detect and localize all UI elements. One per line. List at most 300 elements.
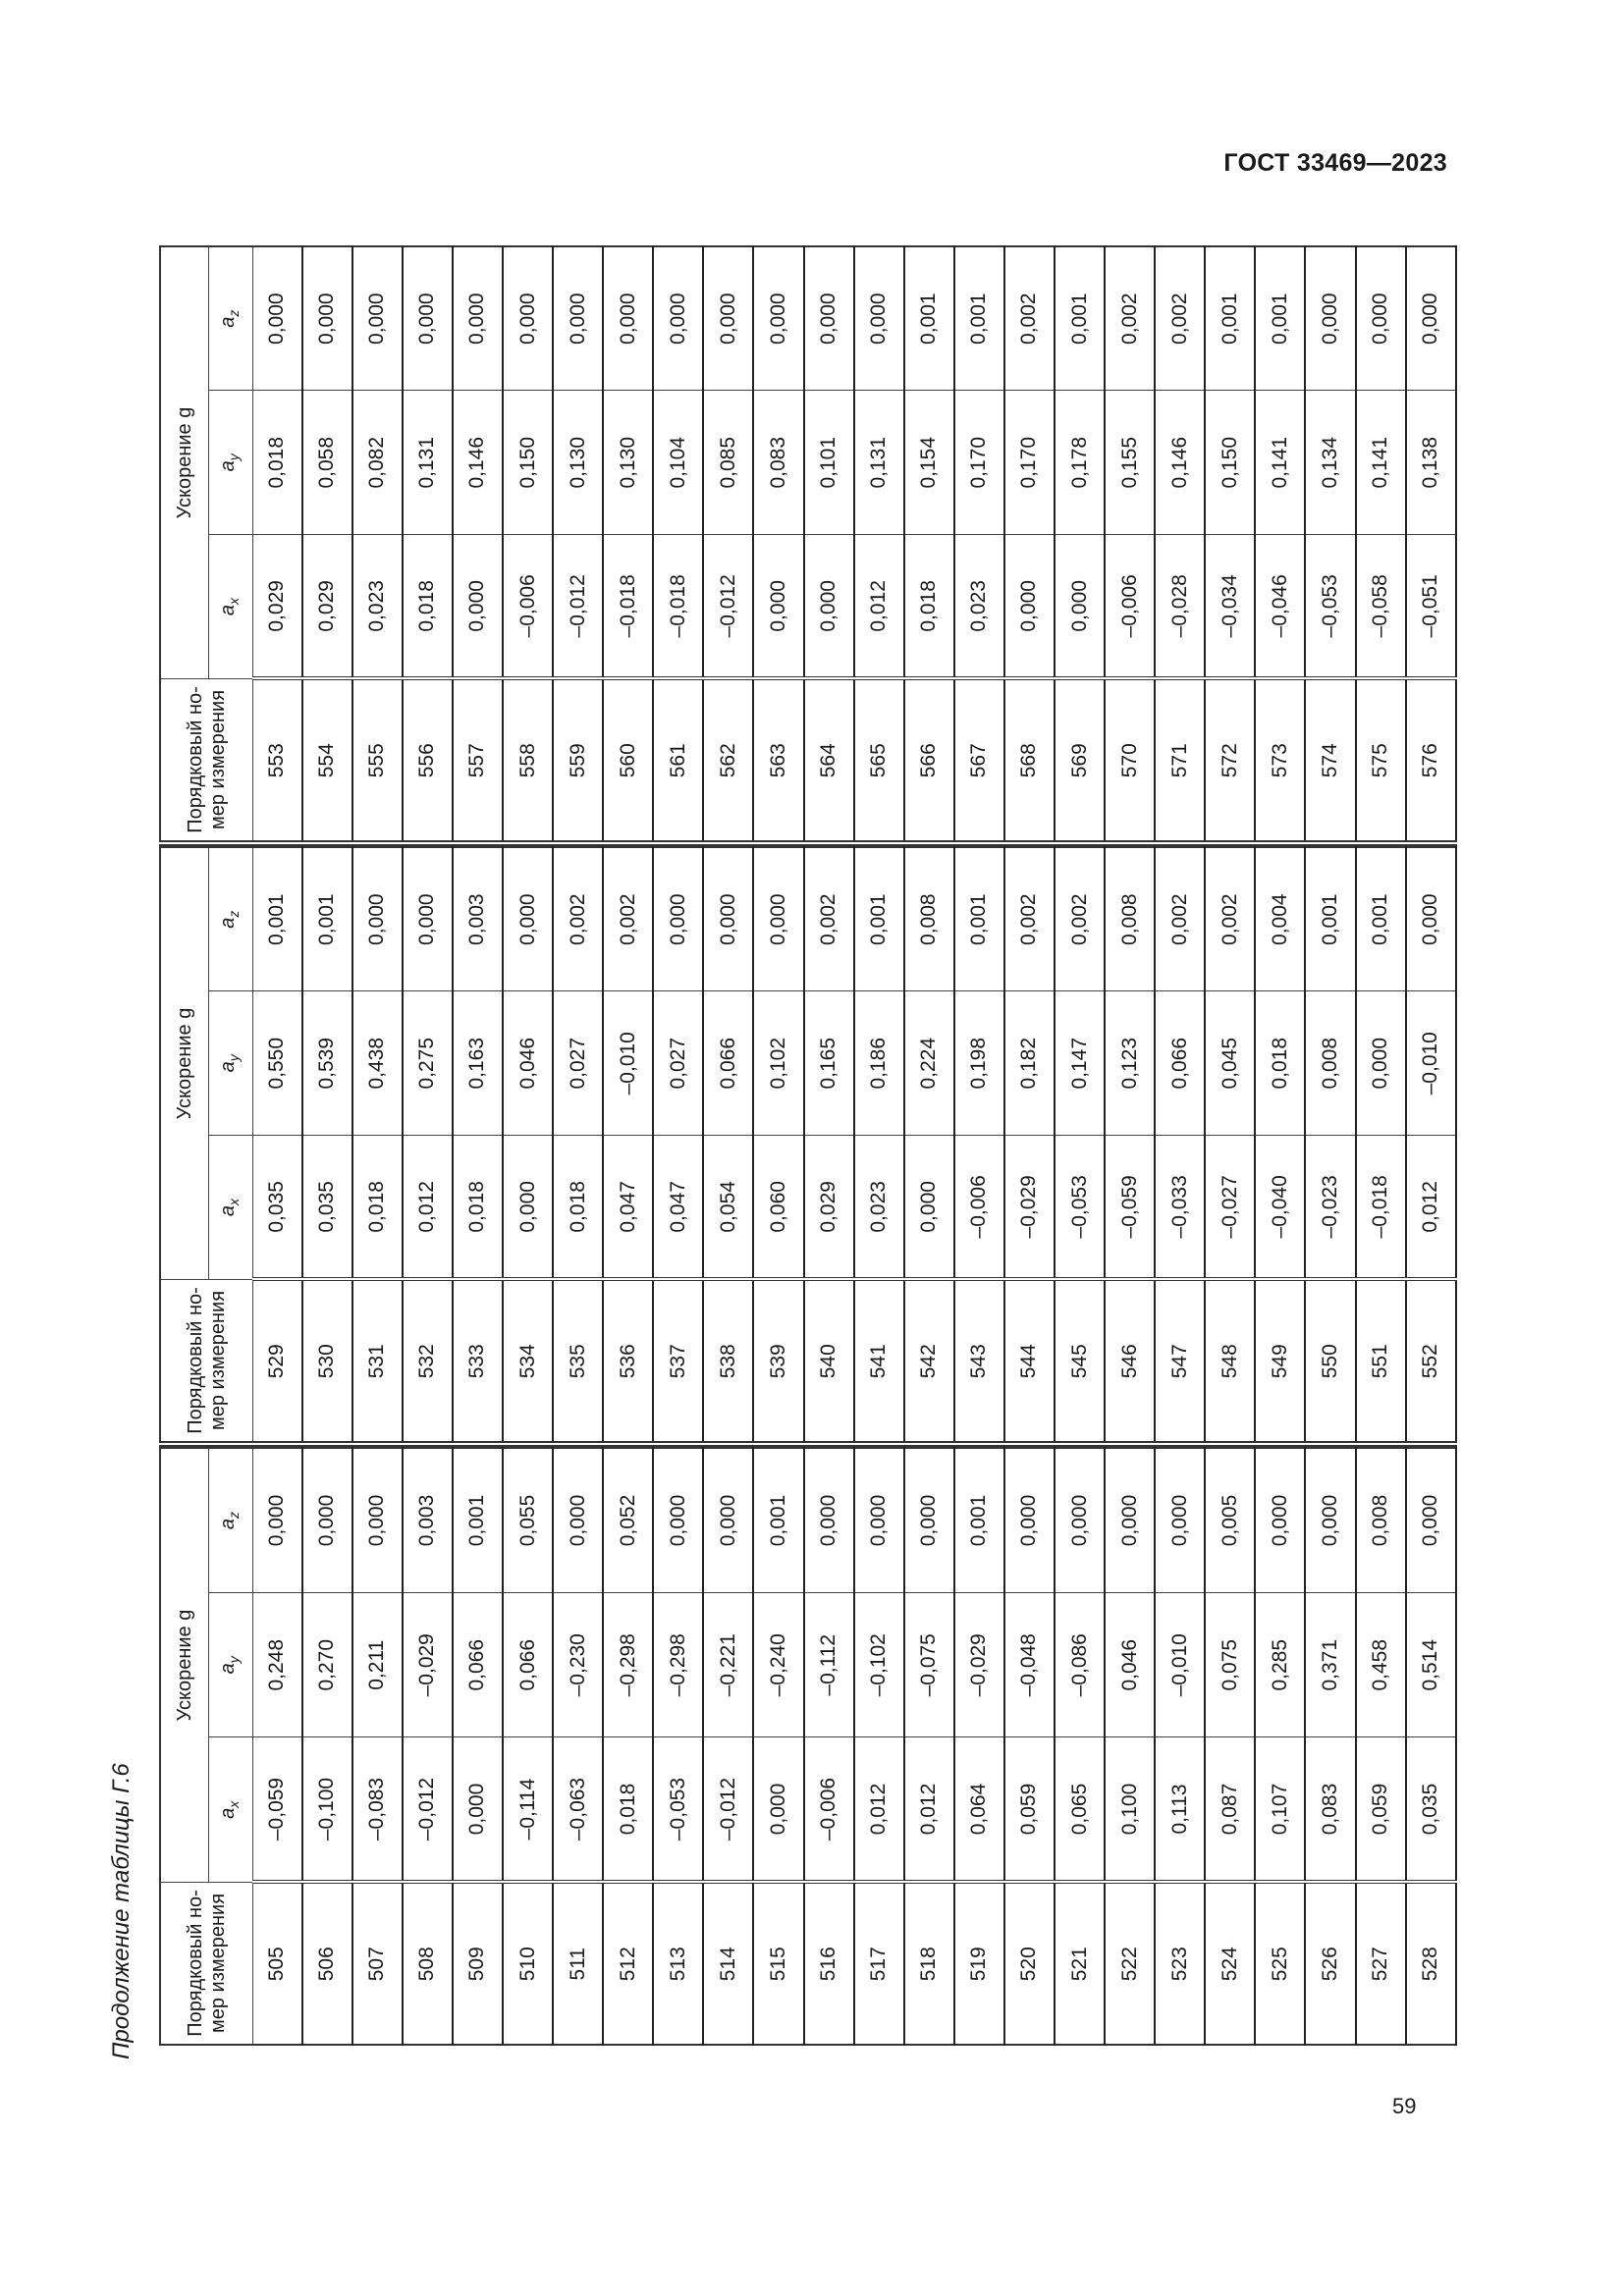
data-table-group (159, 241, 1457, 2046)
az-value-cell: 0,055 (503, 1448, 553, 1593)
ax-value-cell: –0,006 (954, 1136, 1004, 1280)
measurement-number-cell: 555 (352, 679, 403, 844)
az-value-cell: 0,002 (1105, 246, 1155, 391)
measurement-number-cell: 526 (1305, 1883, 1355, 2046)
ay-value-cell: 0,458 (1356, 1593, 1406, 1738)
ay-value-cell: 0,248 (253, 1593, 302, 1738)
document-standard-header: ГОСТ 33469—2023 (1223, 149, 1447, 177)
table-row (854, 246, 904, 843)
az-value-cell: 0,002 (1004, 847, 1055, 991)
ax-value-cell: 0,012 (1406, 1136, 1456, 1280)
ax-value-cell: 0,000 (503, 1136, 553, 1280)
ax-value-cell: 0,047 (653, 1136, 703, 1280)
measurement-number-cell: 553 (253, 679, 302, 844)
ax-value-cell: 0,000 (904, 1136, 954, 1280)
ax-header (209, 1737, 253, 1883)
table-row (1055, 1448, 1105, 2045)
ax-value-cell: –0,012 (403, 1737, 453, 1883)
table-row (253, 847, 302, 1444)
measurement-number-cell: 530 (302, 1280, 352, 1445)
ax-subscript: x (225, 598, 242, 606)
ax-value-cell: –0,028 (1155, 535, 1205, 679)
az-header (209, 1448, 253, 1593)
ay-value-cell: –0,086 (1055, 1593, 1105, 1738)
measurement-number-cell: 550 (1305, 1280, 1355, 1445)
table-row (1205, 246, 1255, 843)
table-row (1205, 1448, 1255, 2045)
az-value-cell: 0,001 (1255, 246, 1305, 391)
ay-value-cell: 0,146 (1155, 391, 1205, 535)
measurement-number-cell: 572 (1205, 679, 1255, 844)
table-row (453, 1448, 503, 2045)
az-value-cell: 0,001 (904, 246, 954, 391)
acceleration-header: Ускорение g (160, 1448, 209, 1883)
az-value-cell: 0,002 (1205, 847, 1255, 991)
az-value-cell: 0,000 (1105, 1448, 1155, 1593)
ay-value-cell: 0,027 (553, 991, 603, 1136)
measurement-number-cell: 571 (1155, 679, 1205, 844)
ax-value-cell: 0,000 (753, 1737, 803, 1883)
measurement-number-cell: 543 (954, 1280, 1004, 1445)
measurement-number-cell: 563 (753, 679, 803, 844)
measurement-number-cell: 558 (503, 679, 553, 844)
table-row (1155, 1448, 1205, 2045)
az-value-cell: 0,002 (603, 847, 653, 991)
ay-subscript: y (225, 454, 242, 461)
page-number: 59 (1392, 2094, 1417, 2118)
ax-value-cell: –0,027 (1205, 1136, 1255, 1280)
table-row (302, 246, 352, 843)
az-value-cell: 0,000 (703, 847, 753, 991)
az-value-cell: 0,002 (1155, 246, 1205, 391)
table-row (1055, 246, 1105, 843)
table-row (1155, 246, 1205, 843)
measurement-number-cell: 554 (302, 679, 352, 844)
ax-value-cell: 0,029 (253, 535, 302, 679)
table-row (1155, 847, 1205, 1444)
az-value-cell: 0,000 (253, 246, 302, 391)
measurement-number-cell: 576 (1406, 679, 1456, 844)
ay-value-cell: 0,150 (1205, 391, 1255, 535)
table-row (352, 246, 403, 843)
ay-value-cell: –0,102 (854, 1593, 904, 1738)
table-row (804, 246, 854, 843)
ax-value-cell: 0,018 (352, 1136, 403, 1280)
ax-value-cell: –0,059 (1105, 1136, 1155, 1280)
table-row (1004, 1448, 1055, 2045)
table-row (854, 1448, 904, 2045)
measurement-number-cell: 559 (553, 679, 603, 844)
measurement-number-cell: 561 (653, 679, 703, 844)
ay-value-cell: 0,170 (1004, 391, 1055, 535)
measurement-number-cell: 511 (553, 1883, 603, 2046)
table-row (1356, 1448, 1406, 2045)
table-row (904, 847, 954, 1444)
measurement-number-cell: 506 (302, 1883, 352, 2046)
az-value-cell: 0,001 (1305, 847, 1355, 991)
az-value-cell: 0,003 (453, 847, 503, 991)
az-value-cell: 0,000 (703, 246, 753, 391)
ay-value-cell: 0,045 (1205, 991, 1255, 1136)
ax-value-cell: 0,054 (703, 1136, 753, 1280)
az-value-cell: 0,008 (1105, 847, 1155, 991)
measurement-number-cell: 562 (703, 679, 753, 844)
ay-value-cell: 0,550 (253, 991, 302, 1136)
table-row (1004, 847, 1055, 1444)
az-value-cell: 0,002 (1004, 246, 1055, 391)
ay-value-cell: 0,102 (753, 991, 803, 1136)
az-value-cell: 0,004 (1255, 847, 1305, 991)
measurement-number-cell: 565 (854, 679, 904, 844)
measurement-number-cell: 569 (1055, 679, 1105, 844)
table-row (904, 1448, 954, 2045)
table-row (954, 246, 1004, 843)
az-value-cell: 0,000 (1356, 246, 1406, 391)
table-row (954, 1448, 1004, 2045)
measurement-number-cell: 542 (904, 1280, 954, 1445)
table-row (1356, 847, 1406, 1444)
table-row (1105, 1448, 1155, 2045)
ax-value-cell: 0,107 (1255, 1737, 1305, 1883)
table-row (1305, 847, 1355, 1444)
az-value-cell: 0,000 (603, 246, 653, 391)
measurement-number-cell: 570 (1105, 679, 1155, 844)
ay-value-cell: 0,066 (1155, 991, 1205, 1136)
ay-value-cell: 0,138 (1406, 391, 1456, 535)
ay-value-cell: 0,224 (904, 991, 954, 1136)
ay-value-cell: 0,104 (653, 391, 703, 535)
measurement-number-header: Порядковый но- мер измерения (160, 679, 253, 844)
measurement-number-cell: 510 (503, 1883, 553, 2046)
ay-value-cell: 0,178 (1055, 391, 1105, 535)
axis-letter: a (216, 1807, 239, 1819)
ay-value-cell: 0,285 (1255, 1593, 1305, 1738)
table-row (1356, 246, 1406, 843)
ay-value-cell: –0,029 (954, 1593, 1004, 1738)
ax-subscript: x (225, 1800, 242, 1808)
measurement-number-cell: 521 (1055, 1883, 1105, 2046)
measurement-number-cell: 520 (1004, 1883, 1055, 2046)
az-value-cell: 0,000 (804, 1448, 854, 1593)
ay-value-cell: –0,112 (804, 1593, 854, 1738)
ax-value-cell: 0,100 (1105, 1737, 1155, 1883)
measurement-number-header: Порядковый но- мер измерения (160, 1883, 253, 2046)
az-value-cell: 0,002 (1155, 847, 1205, 991)
ay-value-cell: 0,141 (1255, 391, 1305, 535)
az-value-cell: 0,000 (753, 246, 803, 391)
ay-value-cell: –0,075 (904, 1593, 954, 1738)
az-value-cell: 0,000 (1055, 1448, 1105, 1593)
az-value-cell: 0,000 (1406, 847, 1456, 991)
measurement-number-cell: 519 (954, 1883, 1004, 2046)
measurement-number-cell: 552 (1406, 1280, 1456, 1445)
ay-value-cell: 0,046 (1105, 1593, 1155, 1738)
table-row (603, 246, 653, 843)
ay-value-cell: –0,029 (403, 1593, 453, 1738)
measurement-number-cell: 507 (352, 1883, 403, 2046)
table-row (904, 246, 954, 843)
ax-value-cell: –0,006 (1105, 535, 1155, 679)
ay-value-cell: 0,154 (904, 391, 954, 535)
ax-value-cell: 0,012 (854, 535, 904, 679)
table-row (453, 246, 503, 843)
table-row (253, 1448, 302, 2045)
table-row (1004, 246, 1055, 843)
az-value-cell: 0,001 (954, 1448, 1004, 1593)
table-row (1305, 1448, 1355, 2045)
az-value-cell: 0,000 (352, 1448, 403, 1593)
measurement-number-cell: 574 (1305, 679, 1355, 844)
ay-header (209, 991, 253, 1136)
measurement-number-cell: 532 (403, 1280, 453, 1445)
ax-value-cell: 0,000 (453, 535, 503, 679)
ax-value-cell: 0,047 (603, 1136, 653, 1280)
table-row (553, 1448, 603, 2045)
measurement-number-cell: 531 (352, 1280, 403, 1445)
measurement-number-cell: 556 (403, 679, 453, 844)
az-value-cell: 0,003 (403, 1448, 453, 1593)
measurement-number-cell: 529 (253, 1280, 302, 1445)
rotated-content (108, 240, 1457, 2059)
measurement-number-cell: 549 (1255, 1280, 1305, 1445)
az-value-cell: 0,000 (403, 246, 453, 391)
az-value-cell: 0,001 (253, 847, 302, 991)
measurement-number-cell: 527 (1356, 1883, 1406, 2046)
ay-value-cell: 0,018 (1255, 991, 1305, 1136)
ay-value-cell: 0,027 (653, 991, 703, 1136)
measurement-number-cell: 523 (1155, 1883, 1205, 2046)
ax-value-cell: –0,051 (1406, 535, 1456, 679)
axis-letter: a (216, 460, 239, 472)
table-row (1255, 246, 1305, 843)
ax-value-cell: –0,058 (1356, 535, 1406, 679)
az-value-cell: 0,001 (954, 246, 1004, 391)
az-value-cell: 0,000 (553, 246, 603, 391)
axis-letter: a (216, 1205, 239, 1217)
ax-value-cell: 0,087 (1205, 1737, 1255, 1883)
measurement-number-cell: 567 (954, 679, 1004, 844)
ay-value-cell: 0,165 (804, 991, 854, 1136)
ax-value-cell: 0,018 (403, 535, 453, 679)
ay-value-cell: 0,275 (403, 991, 453, 1136)
ay-value-cell: 0,141 (1356, 391, 1406, 535)
measurement-number-cell: 566 (904, 679, 954, 844)
axis-letter: a (216, 1061, 239, 1073)
table-row (804, 1448, 854, 2045)
az-value-cell: 0,005 (1205, 1448, 1255, 1593)
ax-value-cell: 0,023 (954, 535, 1004, 679)
table-caption: Продолжение таблицы Г.6 (108, 1763, 135, 2059)
ay-value-cell: 0,182 (1004, 991, 1055, 1136)
ay-value-cell: 0,008 (1305, 991, 1355, 1136)
acceleration-header: Ускорение g (160, 246, 209, 679)
table-row (503, 1448, 553, 2045)
table-row (954, 847, 1004, 1444)
table-row (403, 1448, 453, 2045)
ay-value-cell: –0,298 (653, 1593, 703, 1738)
measurement-number-cell: 515 (753, 1883, 803, 2046)
axis-letter: a (216, 917, 239, 929)
az-value-cell: 0,000 (1406, 246, 1456, 391)
az-value-cell: 0,002 (1055, 847, 1105, 991)
measurement-table-block (159, 245, 1457, 846)
ay-value-cell: 0,130 (553, 391, 603, 535)
table-row (1055, 847, 1105, 1444)
ax-value-cell: 0,023 (854, 1136, 904, 1280)
ay-value-cell: –0,298 (603, 1593, 653, 1738)
table-row (603, 847, 653, 1444)
ax-value-cell: –0,034 (1205, 535, 1255, 679)
ax-value-cell: 0,018 (603, 1737, 653, 1883)
table-row (352, 1448, 403, 2045)
az-value-cell: 0,002 (553, 847, 603, 991)
measurement-number-cell: 505 (253, 1883, 302, 2046)
ax-value-cell: 0,029 (302, 535, 352, 679)
ax-value-cell: –0,018 (603, 535, 653, 679)
az-value-cell: 0,000 (653, 847, 703, 991)
measurement-table-block (159, 1447, 1457, 2046)
table-row (503, 246, 553, 843)
table-row (703, 246, 753, 843)
table-row (653, 847, 703, 1444)
ay-value-cell: 0,066 (453, 1593, 503, 1738)
table-row (1406, 1448, 1456, 2045)
measurement-number-cell: 538 (703, 1280, 753, 1445)
ax-value-cell: 0,064 (954, 1737, 1004, 1883)
measurement-number-cell: 539 (753, 1280, 803, 1445)
ax-value-cell: –0,018 (653, 535, 703, 679)
measurement-number-cell: 547 (1155, 1280, 1205, 1445)
ax-value-cell: 0,018 (453, 1136, 503, 1280)
ax-value-cell: –0,053 (1055, 1136, 1105, 1280)
ax-value-cell: –0,006 (804, 1737, 854, 1883)
measurement-number-cell: 514 (703, 1883, 753, 2046)
ax-value-cell: 0,035 (1406, 1737, 1456, 1883)
measurement-number-cell: 560 (603, 679, 653, 844)
az-value-cell: 0,000 (804, 246, 854, 391)
measurement-number-cell: 537 (653, 1280, 703, 1445)
ay-value-cell: 0,085 (703, 391, 753, 535)
ax-value-cell: –0,059 (253, 1737, 302, 1883)
rotated-table-area (108, 240, 1457, 2059)
ax-value-cell: 0,035 (302, 1136, 352, 1280)
table-row (403, 246, 453, 843)
ax-value-cell: 0,012 (854, 1737, 904, 1883)
measurement-number-cell: 540 (804, 1280, 854, 1445)
ay-value-cell: –0,010 (603, 991, 653, 1136)
az-subscript: z (225, 309, 242, 317)
ay-value-cell: 0,438 (352, 991, 403, 1136)
az-value-cell: 0,000 (904, 1448, 954, 1593)
measurement-number-cell: 548 (1205, 1280, 1255, 1445)
header-row (160, 847, 209, 1444)
az-subscript: z (225, 1511, 242, 1519)
ax-value-cell: –0,012 (703, 535, 753, 679)
ax-value-cell: –0,033 (1155, 1136, 1205, 1280)
ax-value-cell: 0,012 (904, 1737, 954, 1883)
ay-value-cell: –0,048 (1004, 1593, 1055, 1738)
table-row (653, 1448, 703, 2045)
table-row (753, 1448, 803, 2045)
axis-letter: a (216, 1518, 239, 1530)
ay-subscript: y (225, 1656, 242, 1664)
ay-value-cell: 0,186 (854, 991, 904, 1136)
measurement-number-cell: 517 (854, 1883, 904, 2046)
header-row (160, 1448, 209, 2045)
az-value-cell: 0,000 (1255, 1448, 1305, 1593)
ay-value-cell: 0,211 (352, 1593, 403, 1738)
az-value-cell: 0,000 (653, 246, 703, 391)
table-row (1406, 246, 1456, 843)
table-row (1255, 847, 1305, 1444)
ax-value-cell: –0,063 (553, 1737, 603, 1883)
az-value-cell: 0,000 (1406, 1448, 1456, 1593)
table-row (854, 847, 904, 1444)
measurement-number-cell: 518 (904, 1883, 954, 2046)
ay-value-cell: 0,170 (954, 391, 1004, 535)
ax-value-cell: –0,012 (703, 1737, 753, 1883)
ax-value-cell: –0,012 (553, 535, 603, 679)
table-row (753, 246, 803, 843)
az-value-cell: 0,000 (1305, 246, 1355, 391)
az-value-cell: 0,000 (453, 246, 503, 391)
ay-value-cell: 0,270 (302, 1593, 352, 1738)
ay-value-cell: 0,083 (753, 391, 803, 535)
ay-value-cell: 0,163 (453, 991, 503, 1136)
az-value-cell: 0,001 (753, 1448, 803, 1593)
az-value-cell: 0,000 (854, 1448, 904, 1593)
measurement-number-cell: 573 (1255, 679, 1305, 844)
table-row (453, 847, 503, 1444)
measurement-number-header: Порядковый но- мер измерения (160, 1280, 253, 1445)
az-value-cell: 0,000 (653, 1448, 703, 1593)
measurement-number-cell: 533 (453, 1280, 503, 1445)
ay-value-cell: 0,123 (1105, 991, 1155, 1136)
az-value-cell: 0,001 (453, 1448, 503, 1593)
ax-value-cell: –0,053 (653, 1737, 703, 1883)
ay-value-cell: –0,221 (703, 1593, 753, 1738)
table-row (753, 847, 803, 1444)
ay-value-cell: 0,075 (1205, 1593, 1255, 1738)
table-row (553, 847, 603, 1444)
ax-value-cell: 0,065 (1055, 1737, 1105, 1883)
az-header (209, 246, 253, 391)
ax-value-cell: –0,040 (1255, 1136, 1305, 1280)
measurement-number-cell: 568 (1004, 679, 1055, 844)
az-value-cell: 0,008 (1356, 1448, 1406, 1593)
table-row (1105, 847, 1155, 1444)
table-row (553, 246, 603, 843)
az-value-cell: 0,001 (954, 847, 1004, 991)
ax-value-cell: 0,029 (804, 1136, 854, 1280)
ax-value-cell: –0,023 (1305, 1136, 1355, 1280)
table-row (703, 1448, 753, 2045)
ax-value-cell: 0,035 (253, 1136, 302, 1280)
measurement-number-cell: 546 (1105, 1280, 1155, 1445)
az-value-cell: 0,000 (1004, 1448, 1055, 1593)
table-row (403, 847, 453, 1444)
table-row (302, 1448, 352, 2045)
ax-subscript: x (225, 1199, 242, 1206)
measurement-number-cell: 508 (403, 1883, 453, 2046)
az-value-cell: 0,001 (854, 847, 904, 991)
measurement-number-cell: 512 (603, 1883, 653, 2046)
az-value-cell: 0,000 (403, 847, 453, 991)
measurement-number-cell: 513 (653, 1883, 703, 2046)
measurement-number-cell: 525 (1255, 1883, 1305, 2046)
ay-value-cell: –0,010 (1406, 991, 1456, 1136)
ax-value-cell: –0,029 (1004, 1136, 1055, 1280)
